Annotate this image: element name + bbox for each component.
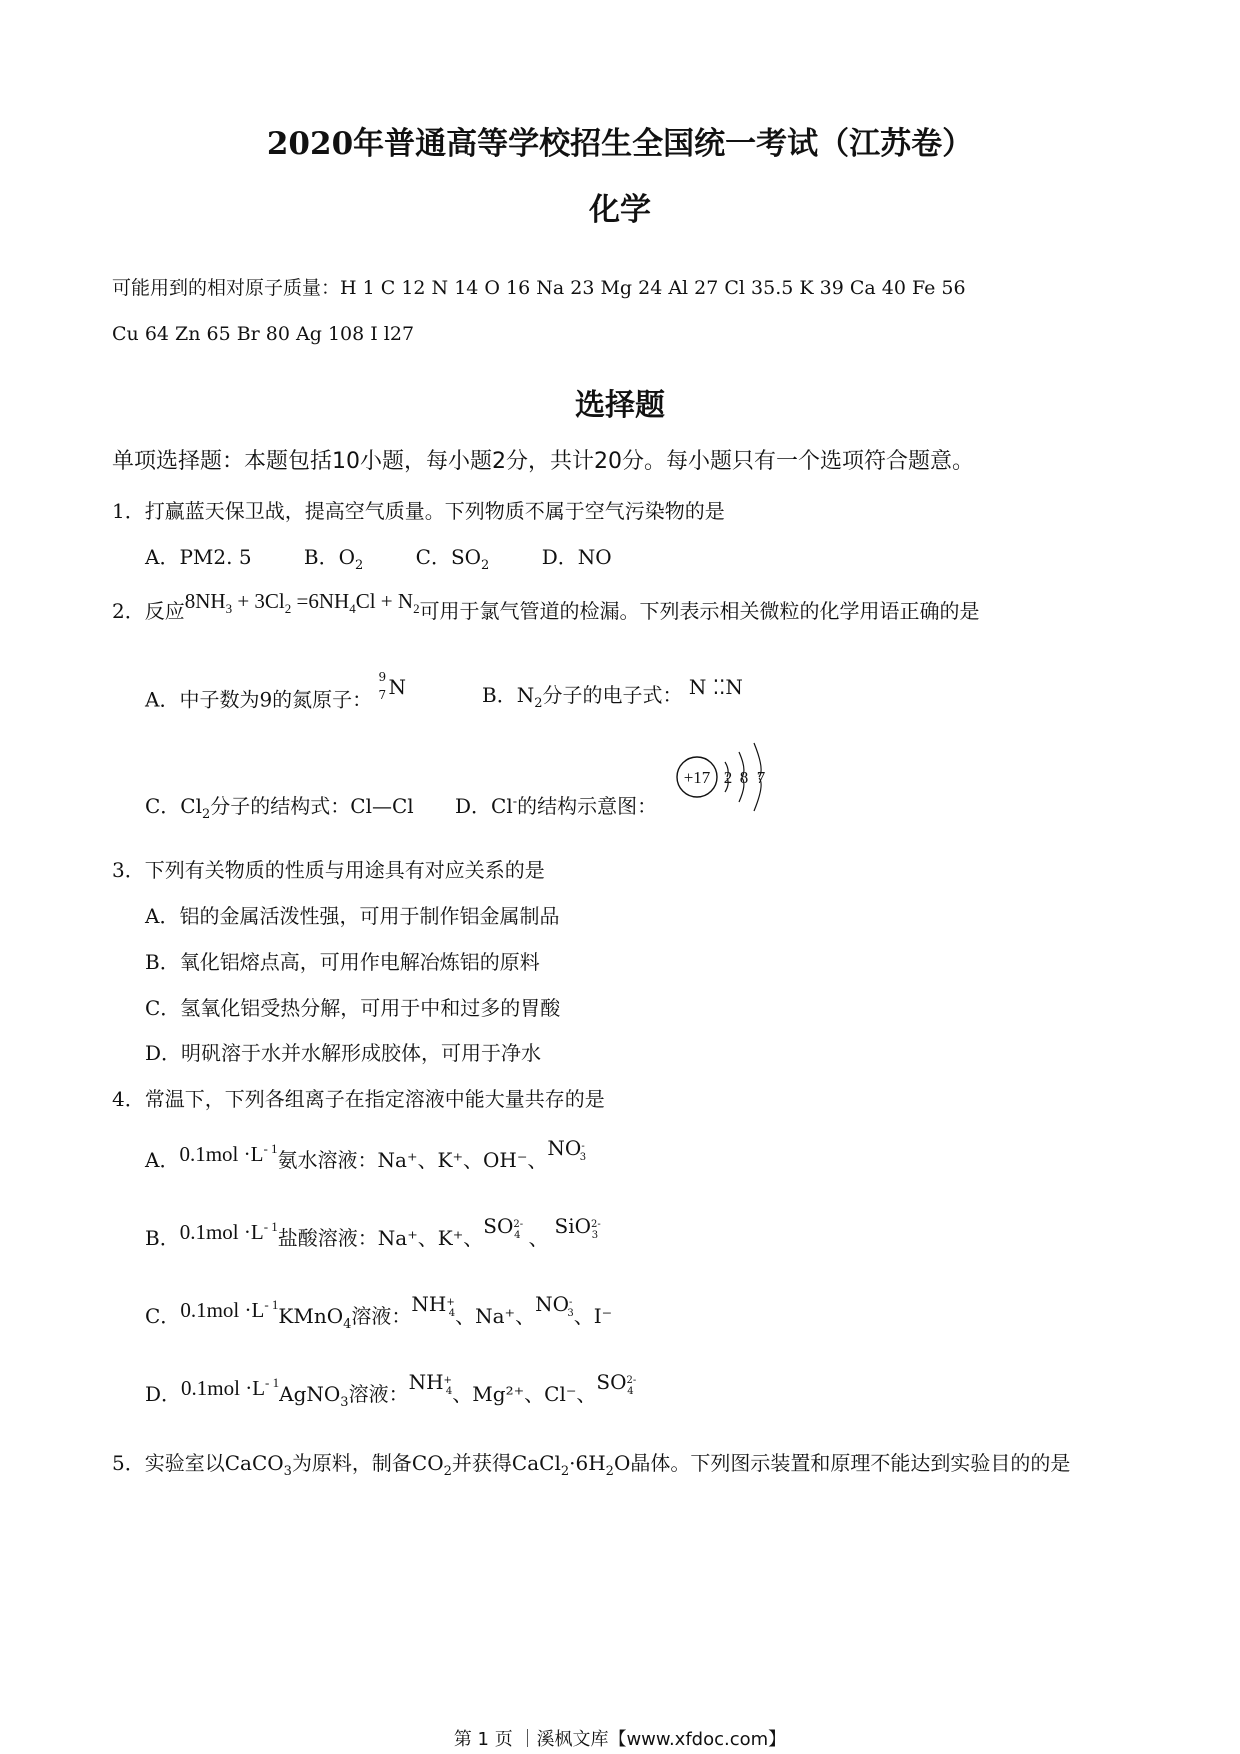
- reaction-equation: $8NH_3 + 3Cl_2 =6NH_4Cl + N_2$: [184, 589, 420, 617]
- q2-option-c: C．$Cl_2$分子的结构式：Cl—Cl: [145, 794, 414, 822]
- q1-option-a: A．PM2. 5: [145, 545, 252, 569]
- q4-option-b: B．$0.1mol \cdot L^{- 1}$盐酸溶液：Na⁺、K⁺、$SO^{2-}_4$ 、 SiO$^{2-}_3$: [145, 1214, 601, 1250]
- q1-option-c: C．$SO_2$: [415, 545, 490, 573]
- question-1-options: [145, 543, 612, 571]
- exam-title: 2020年普通高等学校招生全国统一考试（江苏卷）: [266, 126, 974, 162]
- q4-option-c: C．$0.1mol \cdot L^{- 1}KMnO_4$溶液：$NH^+_4$、Na⁺、$NO^-_3$、I⁻: [145, 1292, 613, 1332]
- q1-option-d: D．NO: [541, 545, 612, 569]
- sulfate-ion: $SO^{2-}_4$: [596, 1370, 637, 1397]
- q3-option-a: A．铝的金属活泼性强，可用于制作铝金属制品: [145, 904, 560, 928]
- shell-2-electrons: 8: [739, 768, 749, 787]
- section-title: 选择题: [575, 388, 665, 423]
- question-5-stem: 5．实验室以CaCO$_3$为原料，制备$CO_2$并获得$CaCl_2\cdot 6H_2O$晶体。下列图示装置和原理不能达到实验目的的是: [112, 1451, 1071, 1479]
- ammonium-ion: $NH^+_4$: [408, 1370, 453, 1397]
- nuclide-symbol: 9 7 N: [378, 670, 407, 702]
- nitrate-ion: $NO^-_3$: [535, 1292, 574, 1319]
- atomic-masses-line-1: 可能用到的相对原子质量：H 1 C 12 N 14 O 16 Na 23 Mg 24 Al 27 Cl 35.5 K 39 Ca 40 Fe 56: [112, 277, 966, 299]
- silicate-ion: SiO$^{2-}_3$: [554, 1214, 601, 1241]
- ammonium-ion: $NH^+_4$: [411, 1292, 456, 1319]
- q1-option-b: B．$O_2$: [303, 545, 364, 573]
- chloride-ion-structure-diagram: [670, 740, 780, 814]
- q3-option-b: B．氧化铝熔点高，可用作电解冶炼铝的原料: [145, 950, 540, 974]
- q3-option-c: C．氢氧化铝受热分解，可用于中和过多的胃酸: [145, 996, 561, 1020]
- nucleus-charge: +17: [683, 768, 711, 787]
- section-instructions: 单项选择题：本题包括10小题，每小题2分，共计20分。每小题只有一个选项符合题意。: [112, 449, 974, 474]
- sulfate-ion: $SO^{2-}_4$: [483, 1214, 524, 1241]
- question-3-stem: 3．下列有关物质的性质与用途具有对应关系的是: [112, 858, 545, 882]
- page-footer: 第 1 页 ｜溪枫文库【www.xfdoc.com】: [453, 1729, 787, 1750]
- subject-title: 化学: [589, 192, 651, 228]
- shell-1-electrons: 2: [723, 768, 733, 787]
- concentration: $0.1mol \cdot L^{- 1}$: [180, 1297, 279, 1322]
- question-2-stem: 2．反应$8NH_3 + 3Cl_2 =6NH_4Cl + N_2$可用于氯气管道的检漏。下列表示相关微粒的化学用语正确的是: [112, 589, 980, 623]
- question-4-stem: 4．常温下，下列各组离子在指定溶液中能大量共存的是: [112, 1087, 605, 1111]
- electron-formula: N ⁚⁚N: [688, 675, 743, 699]
- q2-option-a: A．中子数为9的氮原子： 9 7 N: [145, 670, 407, 712]
- q2-option-b: B．$N_2$分子的电子式： N ⁚⁚N: [482, 675, 743, 711]
- nitrate-ion: $NO^-_3$: [547, 1136, 587, 1163]
- q4-option-d: D．$0.1mol \cdot L^{- 1}AgNO_3$溶液：$NH^+_4$、Mg²⁺、Cl⁻、$SO^{2-}_4$: [145, 1370, 637, 1410]
- concentration: $0.1mol \cdot L^{- 1}$: [179, 1141, 278, 1166]
- q2-option-d: D．Cl-的结构示意图：: [455, 794, 658, 818]
- q3-option-d: D．明矾溶于水并水解形成胶体，可用于净水: [145, 1041, 542, 1065]
- concentration: $0.1mol \cdot L^{- 1}$: [179, 1219, 278, 1244]
- concentration: $0.1mol \cdot L^{- 1}$: [181, 1375, 280, 1400]
- shell-3-electrons: 7: [756, 768, 766, 787]
- atomic-masses-line-2: Cu 64 Zn 65 Br 80 Ag 108 I l27: [112, 323, 415, 345]
- question-1-stem: 1．打赢蓝天保卫战，提高空气质量。下列物质不属于空气污染物的是: [112, 499, 725, 523]
- q4-option-a: A．$0.1mol \cdot L^{- 1}$氨水溶液：Na⁺、K⁺、OH⁻、$NO^-_3$: [145, 1136, 587, 1172]
